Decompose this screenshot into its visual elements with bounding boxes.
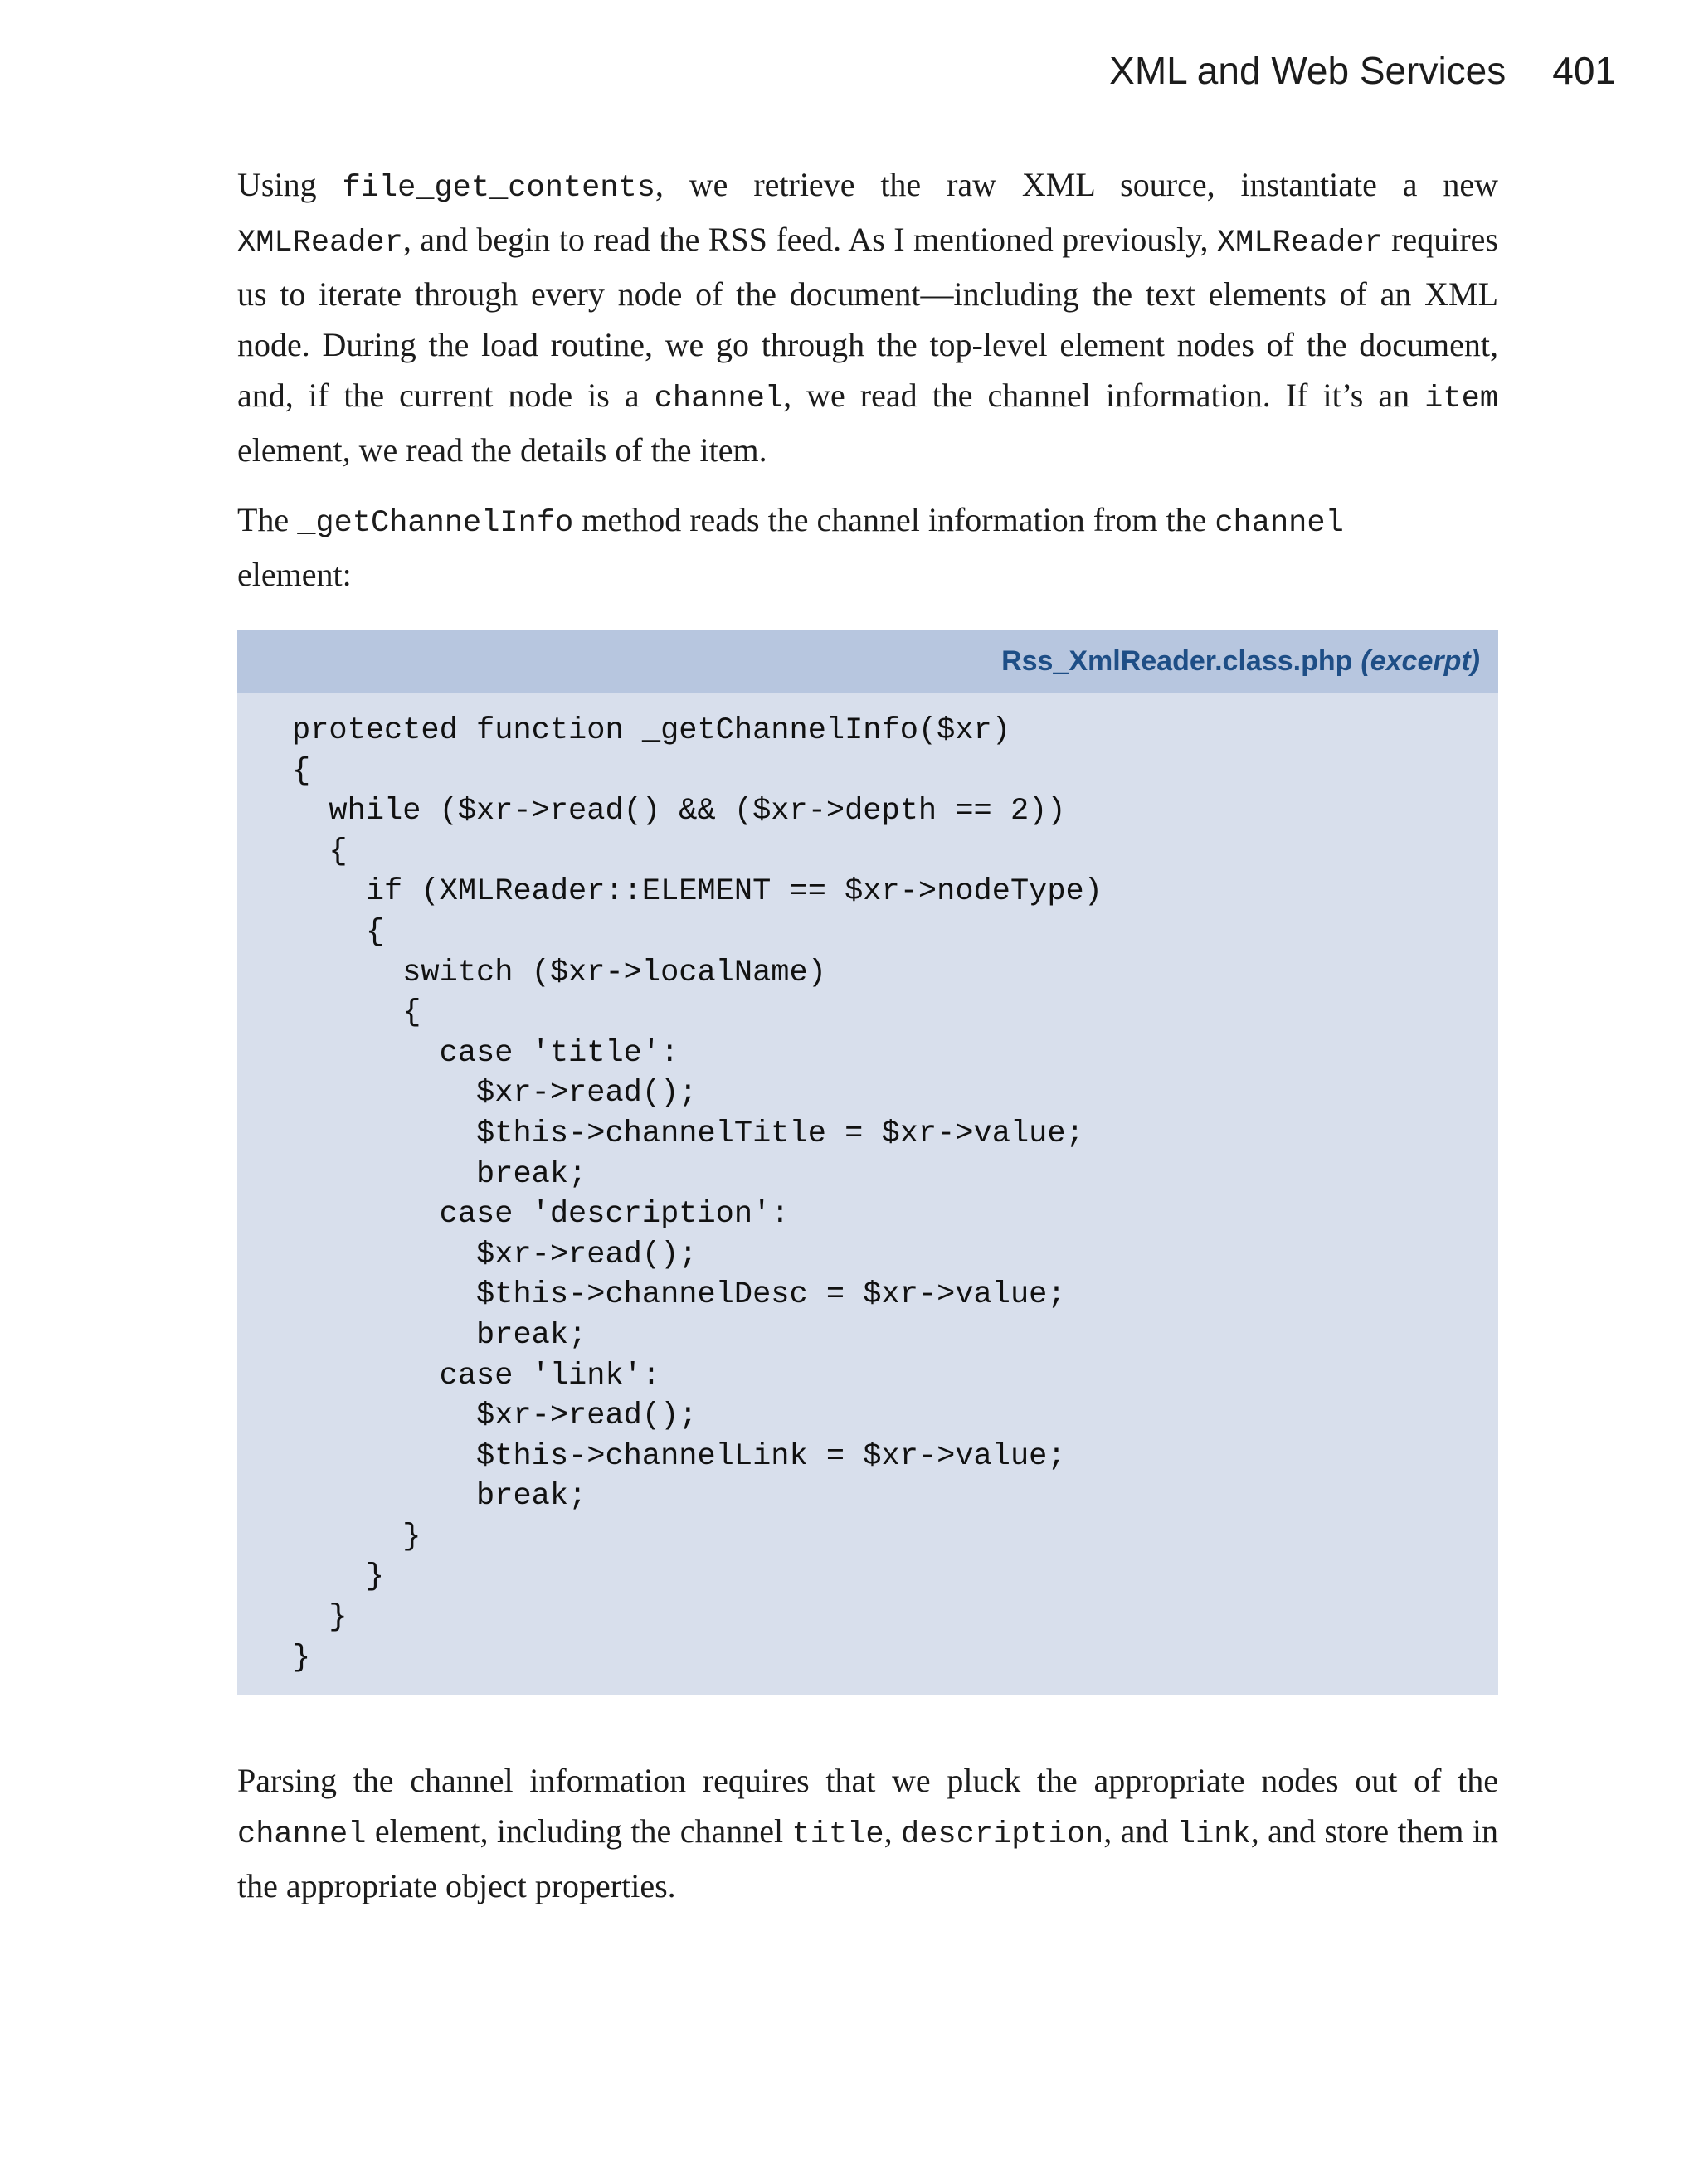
inline-code: channel [654, 382, 784, 416]
running-head [1109, 48, 1616, 93]
text-run: method reads the channel information from the [573, 501, 1215, 538]
inline-code: channel [1215, 506, 1344, 541]
listing-caption [237, 630, 1498, 693]
inline-code: XMLReader [237, 226, 403, 260]
paragraph-method [237, 494, 1498, 600]
inline-code: title [791, 1817, 884, 1852]
inline-code: link [1176, 1817, 1251, 1852]
inline-code: description [901, 1817, 1104, 1852]
text-run: element, including the channel [366, 1812, 792, 1850]
running-title: XML and Web Services [1109, 49, 1507, 92]
text-run: element: [237, 556, 352, 593]
code-listing [237, 630, 1498, 1695]
text-run: Using [237, 166, 343, 203]
text-run: , and [1103, 1812, 1177, 1850]
paragraph-parsing [237, 1755, 1498, 1911]
inline-code: item [1424, 382, 1498, 416]
text-run: , we read the channel information. If it’s an [783, 377, 1425, 414]
text-run: requires us to iterate through every node of the document—including the text elements of an XML node. During the load routine, we go through the top-level element nodes of the document, and, if the current node is a [237, 221, 1498, 414]
text-run: , and store them in the appropriate object properties. [237, 1812, 1499, 1904]
text-run: element, we read the details of the item. [237, 431, 767, 469]
inline-code: _getChannelInfo [297, 506, 574, 541]
text-run: The [237, 501, 298, 538]
text-run: , and begin to read the RSS feed. As I mentioned previously, [402, 221, 1217, 258]
listing-filename: Rss_XmlReader.class.php [1001, 645, 1353, 677]
text-run: , [884, 1812, 901, 1850]
page-number: 401 [1552, 49, 1616, 92]
inline-code: XMLReader [1216, 226, 1383, 260]
code-block: protected function _getChannelInfo($xr) { while ($xr->read() && ($xr->depth == 2)) { if (XMLReader::ELEMENT == $xr->nodeType) { switch ($xr->localName) { case 'title': $xr->read(); $this->channelTitle = $xr->value; break; case 'description': $xr->read(); $this->channelDesc = $xr->value; break; case 'link': $xr->read(); $this->channelLink = $xr->value; break; } } } } [292, 713, 1103, 1676]
text-run: Parsing the channel information requires that we pluck the appropriate nodes out of the [237, 1762, 1498, 1799]
listing-note: (excerpt) [1361, 645, 1480, 677]
inline-code: channel [237, 1817, 367, 1852]
inline-code: file_get_contents [342, 171, 655, 206]
paragraph-intro [237, 159, 1498, 475]
text-run: , we retrieve the raw XML source, instantiate a new [655, 166, 1498, 203]
